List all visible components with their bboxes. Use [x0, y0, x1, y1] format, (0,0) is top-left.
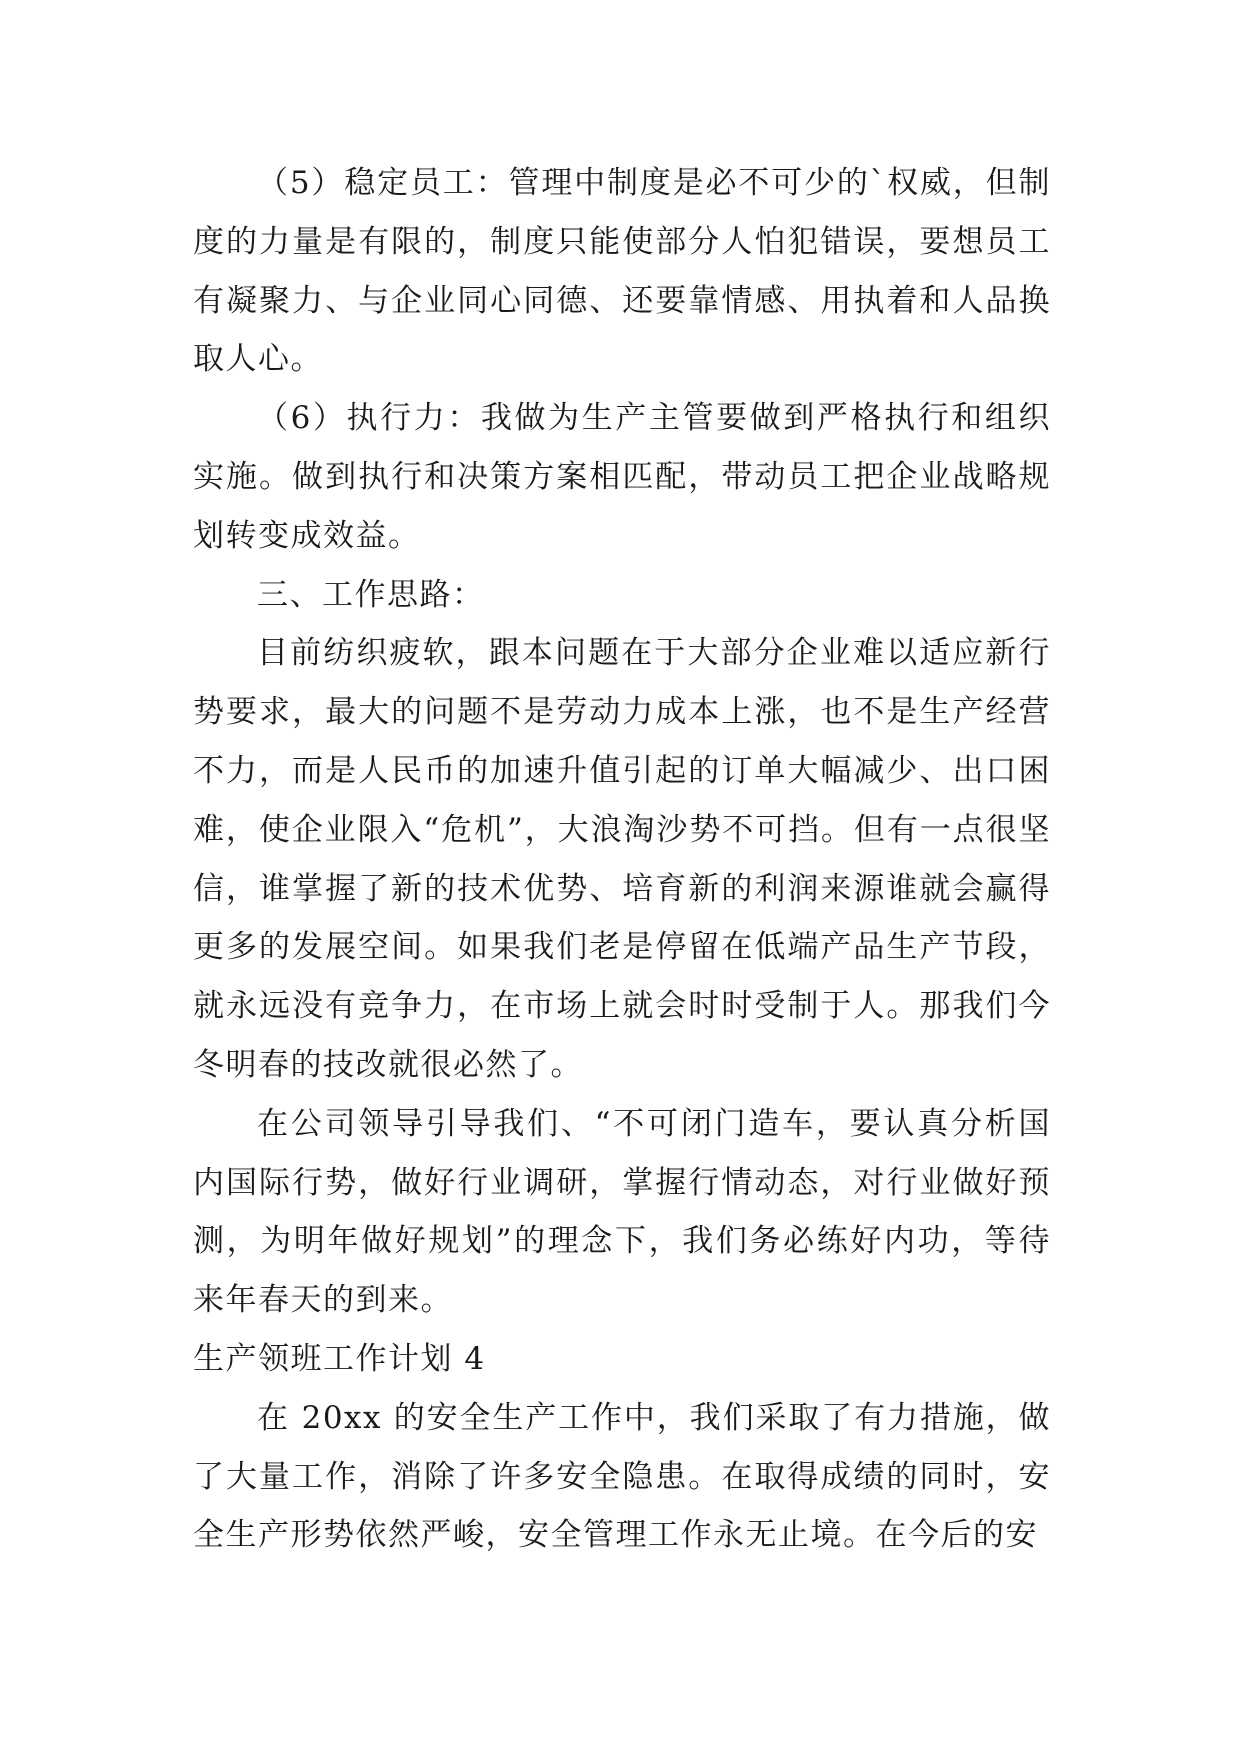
paragraph-execution: （6）执行力：我做为生产主管要做到严格执行和组织实施。做到执行和决策方案相匹配，带动员工把企业战略规划转变成效益。	[193, 400, 1051, 554]
paragraph-safety-production: 在 20xx 的安全生产工作中，我们采取了有力措施，做了大量工作，消除了许多安全隐患。在取得成绩的同时，安全生产形势依然严峻，安全管理工作永无止境。在今后的安	[193, 1399, 1051, 1554]
document-body	[193, 154, 1051, 1565]
paragraph-textile-outlook: 目前纺织疲软，跟本问题在于大部分企业难以适应新行势要求，最大的问题不是劳动力成本上涨，也不是生产经营不力，而是人民币的加速升值引起的订单大幅减少、出口困难，使企业限入“危机”，大浪淘沙势不可挡。但有一点很坚信，谁掌握了新的技术优势、培育新的利润来源谁就会赢得更多的发展空间。如果我们老是停留在低端产品生产节段，就永远没有竞争力，在市场上就会时时受制于人。那我们今冬明春的技改就很必然了。	[193, 635, 1051, 1083]
paragraph-stabilize-staff: （5）稳定员工：管理中制度是必不可少的`权威，但制度的力量是有限的，制度只能使部分人怕犯错误，要想员工有凝聚力、与企业同心同德、还要靠情感、用执着和人品换取人心。	[193, 165, 1051, 378]
paragraph-company-guidance: 在公司领导引导我们、“不可闭门造车，要认真分析国内国际行势，做好行业调研，掌握行情动态，对行业做好预测，为明年做好规划”的理念下，我们务必练好内功，等待来年春天的到来。	[193, 1105, 1051, 1319]
section-heading-work-ideas: 三、工作思路：	[257, 576, 485, 613]
plan-title: 生产领班工作计划 4	[193, 1340, 486, 1377]
